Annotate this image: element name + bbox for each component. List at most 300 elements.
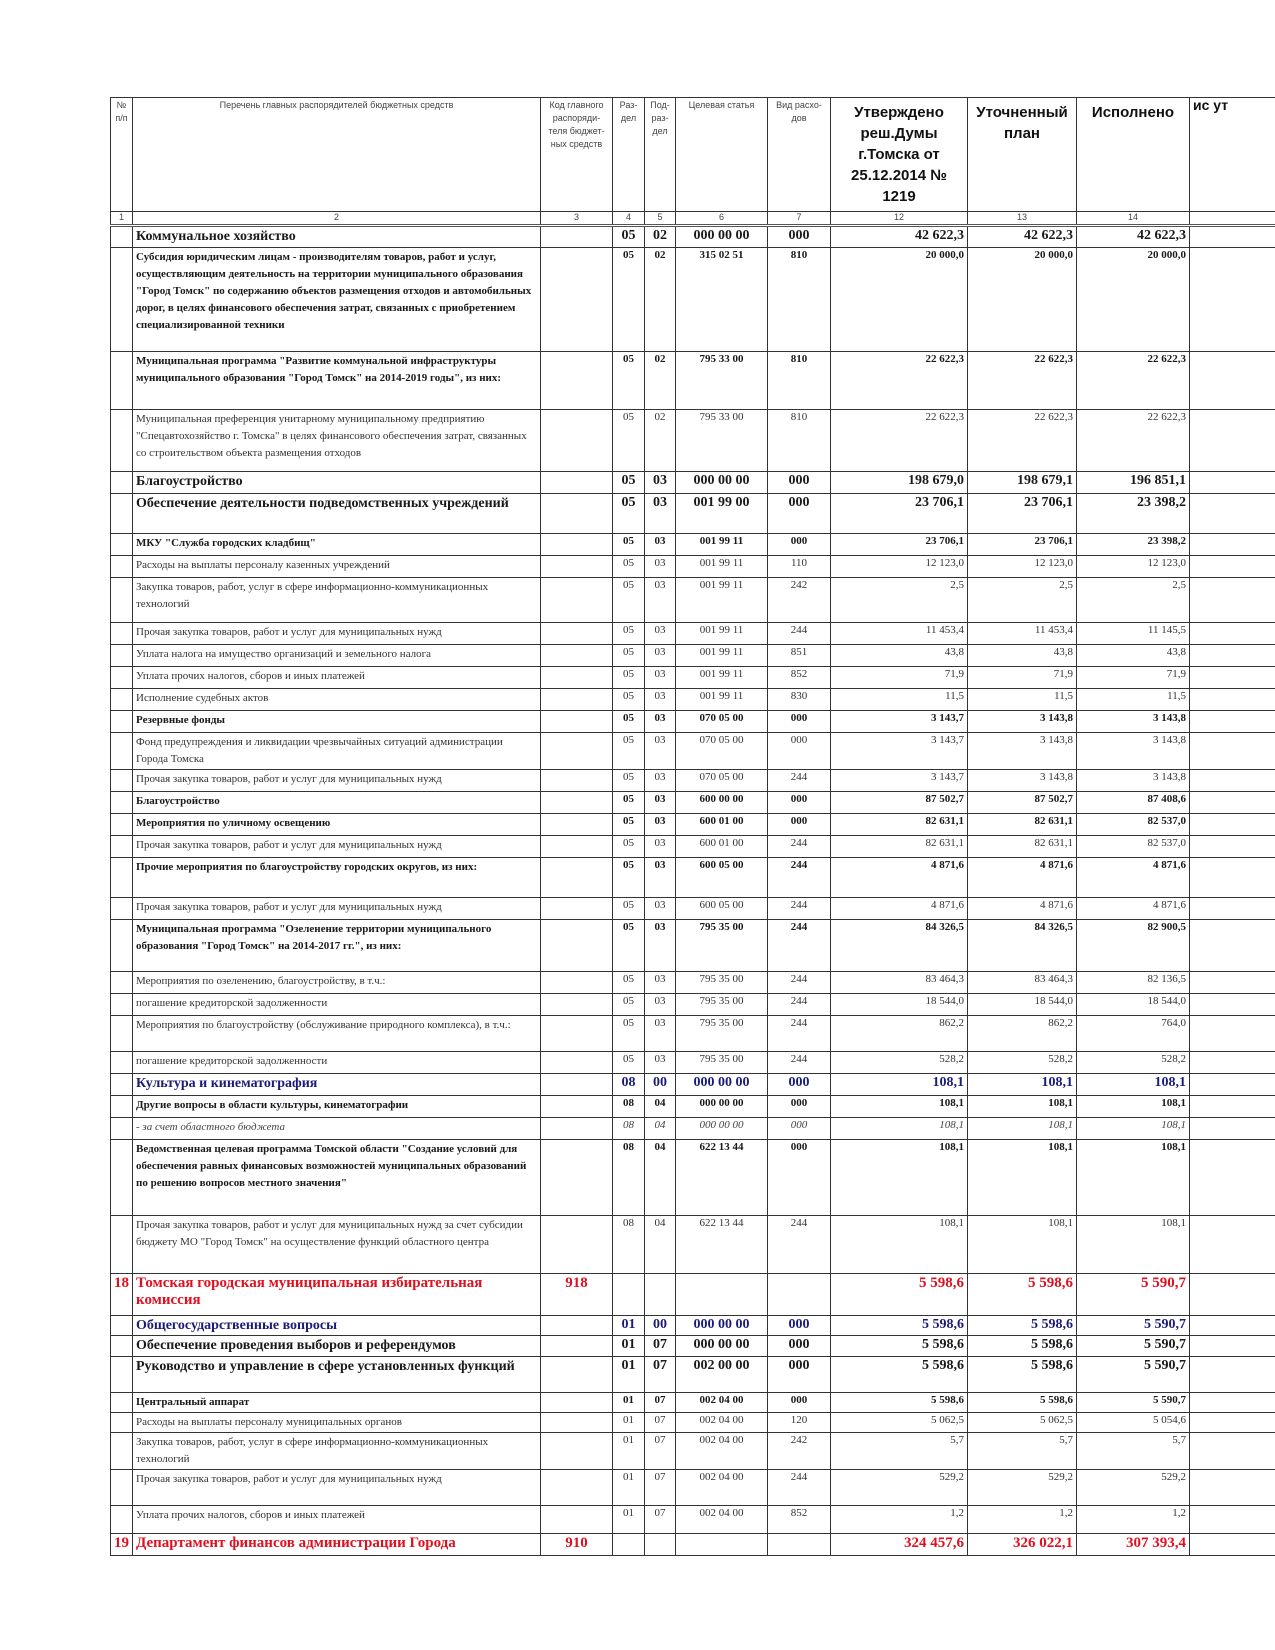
table-row	[111, 858, 1275, 898]
row-done: 5 590,7	[1077, 1274, 1190, 1316]
table-row	[111, 1506, 1275, 1534]
table-row	[111, 494, 1275, 534]
row-vid: 000	[768, 711, 831, 733]
row-name: Прочая закупка товаров, работ и услуг для муниципальных нужд	[133, 898, 541, 920]
row-code	[541, 1433, 613, 1470]
row-target: 001 99 11	[676, 623, 768, 645]
row-done: 5 054,6	[1077, 1413, 1190, 1433]
row-podrazdel: 02	[645, 226, 676, 248]
row-razdel: 05	[613, 556, 645, 578]
row-razdel: 05	[613, 836, 645, 858]
row-approved: 11 453,4	[831, 623, 968, 645]
row-podrazdel: 02	[645, 248, 676, 352]
row-vid: 244	[768, 1216, 831, 1274]
row-number	[111, 920, 133, 972]
row-vid: 000	[768, 792, 831, 814]
row-plan: 108,1	[968, 1096, 1077, 1118]
row-name: погашение кредиторской задолженности	[133, 994, 541, 1016]
row-name: Обеспечение деятельности подведомственных учреждений	[133, 494, 541, 534]
row-razdel: 01	[613, 1413, 645, 1433]
row-done: 108,1	[1077, 1216, 1190, 1274]
row-plan: 22 622,3	[968, 410, 1077, 472]
row-name: Прочая закупка товаров, работ и услуг для муниципальных нужд	[133, 836, 541, 858]
row-code	[541, 689, 613, 711]
row-podrazdel: 04	[645, 1140, 676, 1216]
row-done: 11 145,5	[1077, 623, 1190, 645]
row-plan: 5 598,6	[968, 1336, 1077, 1357]
row-vid: 000	[768, 1118, 831, 1140]
row-target: 000 00 00	[676, 472, 768, 494]
row-name: Центральный аппарат	[133, 1393, 541, 1413]
row-code	[541, 972, 613, 994]
row-vid: 000	[768, 1393, 831, 1413]
row-extra	[1190, 534, 1275, 556]
row-podrazdel: 03	[645, 920, 676, 972]
row-plan: 198 679,1	[968, 472, 1077, 494]
row-extra	[1190, 836, 1275, 858]
row-extra	[1190, 1096, 1275, 1118]
header-cut: ис ут	[1190, 98, 1275, 212]
table-row	[111, 556, 1275, 578]
table-row	[111, 1470, 1275, 1506]
row-approved: 198 679,0	[831, 472, 968, 494]
row-plan: 12 123,0	[968, 556, 1077, 578]
row-target: 795 35 00	[676, 1052, 768, 1074]
row-name: Расходы на выплаты персоналу муниципальных органов	[133, 1413, 541, 1433]
row-target: 795 35 00	[676, 1016, 768, 1052]
row-code	[541, 858, 613, 898]
row-number	[111, 1216, 133, 1274]
row-razdel: 01	[613, 1357, 645, 1393]
table-row	[111, 1393, 1275, 1413]
row-code: 918	[541, 1274, 613, 1316]
row-plan: 5 598,6	[968, 1316, 1077, 1336]
row-code	[541, 1357, 613, 1393]
row-number	[111, 1336, 133, 1357]
table-row	[111, 814, 1275, 836]
row-target: 622 13 44	[676, 1140, 768, 1216]
row-name: Прочая закупка товаров, работ и услуг для муниципальных нужд	[133, 770, 541, 792]
row-approved: 5 598,6	[831, 1393, 968, 1413]
table-row	[111, 770, 1275, 792]
row-code	[541, 836, 613, 858]
row-target: 002 00 00	[676, 1357, 768, 1393]
row-done: 1,2	[1077, 1506, 1190, 1534]
row-podrazdel: 02	[645, 410, 676, 472]
row-approved: 18 544,0	[831, 994, 968, 1016]
row-razdel: 05	[613, 858, 645, 898]
row-code	[541, 226, 613, 248]
row-target: 600 05 00	[676, 858, 768, 898]
row-code	[541, 1118, 613, 1140]
row-razdel	[613, 1274, 645, 1316]
header-approved: Утверждено реш.Думы г.Томска от 25.12.2014 № 1219	[831, 98, 968, 212]
row-code	[541, 1413, 613, 1433]
colnum: 6	[676, 212, 768, 226]
row-name: Общегосударственные вопросы	[133, 1316, 541, 1336]
row-vid: 244	[768, 770, 831, 792]
row-target: 001 99 11	[676, 689, 768, 711]
row-razdel: 05	[613, 226, 645, 248]
row-plan: 108,1	[968, 1216, 1077, 1274]
row-code	[541, 733, 613, 770]
table-row	[111, 1140, 1275, 1216]
row-target: 002 04 00	[676, 1506, 768, 1534]
row-done: 12 123,0	[1077, 556, 1190, 578]
row-extra	[1190, 1336, 1275, 1357]
row-number	[111, 814, 133, 836]
row-podrazdel: 03	[645, 645, 676, 667]
row-number	[111, 689, 133, 711]
row-target	[676, 1274, 768, 1316]
colnum: 2	[133, 212, 541, 226]
row-vid: 120	[768, 1413, 831, 1433]
row-code	[541, 1470, 613, 1506]
row-podrazdel: 03	[645, 792, 676, 814]
table-row	[111, 1118, 1275, 1140]
row-vid: 110	[768, 556, 831, 578]
row-code	[541, 410, 613, 472]
row-plan: 11,5	[968, 689, 1077, 711]
row-approved: 3 143,7	[831, 733, 968, 770]
row-number	[111, 494, 133, 534]
colnum: 4	[613, 212, 645, 226]
row-vid: 000	[768, 534, 831, 556]
row-code	[541, 792, 613, 814]
row-vid: 000	[768, 472, 831, 494]
row-razdel: 05	[613, 920, 645, 972]
row-razdel: 01	[613, 1433, 645, 1470]
header-no: № п/п	[111, 98, 133, 212]
row-number	[111, 1074, 133, 1096]
row-done: 108,1	[1077, 1118, 1190, 1140]
row-extra	[1190, 1052, 1275, 1074]
row-vid: 244	[768, 1016, 831, 1052]
row-done: 5 590,7	[1077, 1357, 1190, 1393]
row-podrazdel: 02	[645, 352, 676, 410]
colnum: 3	[541, 212, 613, 226]
row-approved: 4 871,6	[831, 858, 968, 898]
table-row	[111, 689, 1275, 711]
row-name: Закупка товаров, работ, услуг в сфере информационно-коммуникационных технологий	[133, 1433, 541, 1470]
row-approved: 1,2	[831, 1506, 968, 1534]
row-vid: 000	[768, 1096, 831, 1118]
row-target: 622 13 44	[676, 1216, 768, 1274]
row-extra	[1190, 1470, 1275, 1506]
row-target: 000 00 00	[676, 1316, 768, 1336]
row-extra	[1190, 1274, 1275, 1316]
row-name: Другие вопросы в области культуры, кинематографии	[133, 1096, 541, 1118]
row-target: 001 99 11	[676, 645, 768, 667]
row-number	[111, 994, 133, 1016]
table-row	[111, 248, 1275, 352]
row-podrazdel: 04	[645, 1118, 676, 1140]
row-number	[111, 733, 133, 770]
row-name: Обеспечение проведения выборов и референдумов	[133, 1336, 541, 1357]
table-row	[111, 623, 1275, 645]
row-approved: 23 706,1	[831, 534, 968, 556]
row-extra	[1190, 920, 1275, 972]
colnum: 1	[111, 212, 133, 226]
row-plan: 1,2	[968, 1506, 1077, 1534]
table-row	[111, 836, 1275, 858]
table-row	[111, 898, 1275, 920]
row-approved: 22 622,3	[831, 410, 968, 472]
row-plan: 11 453,4	[968, 623, 1077, 645]
row-number	[111, 898, 133, 920]
row-target: 000 00 00	[676, 1118, 768, 1140]
row-done: 82 537,0	[1077, 836, 1190, 858]
row-podrazdel: 03	[645, 556, 676, 578]
row-approved: 324 457,6	[831, 1534, 968, 1556]
row-name: Прочая закупка товаров, работ и услуг для муниципальных нужд за счет субсидии бюджету МО "Город Томск" на осуществление функций областного центра	[133, 1216, 541, 1274]
row-code	[541, 1216, 613, 1274]
row-plan: 3 143,8	[968, 711, 1077, 733]
row-code	[541, 814, 613, 836]
row-approved: 71,9	[831, 667, 968, 689]
row-plan: 5 598,6	[968, 1393, 1077, 1413]
row-podrazdel: 03	[645, 898, 676, 920]
row-vid: 242	[768, 578, 831, 623]
row-name: Департамент финансов администрации Города	[133, 1534, 541, 1556]
row-razdel: 05	[613, 494, 645, 534]
row-target: 001 99 11	[676, 578, 768, 623]
row-extra	[1190, 1316, 1275, 1336]
header-done: Исполнено	[1077, 98, 1190, 212]
row-razdel: 08	[613, 1074, 645, 1096]
row-razdel: 05	[613, 472, 645, 494]
row-plan: 108,1	[968, 1118, 1077, 1140]
row-code	[541, 770, 613, 792]
row-extra	[1190, 898, 1275, 920]
row-podrazdel: 07	[645, 1433, 676, 1470]
row-razdel: 05	[613, 578, 645, 623]
row-done: 22 622,3	[1077, 410, 1190, 472]
row-extra	[1190, 226, 1275, 248]
row-plan: 5 598,6	[968, 1357, 1077, 1393]
row-podrazdel: 07	[645, 1413, 676, 1433]
row-plan: 2,5	[968, 578, 1077, 623]
row-name: Благоустройство	[133, 472, 541, 494]
table-row	[111, 1216, 1275, 1274]
row-razdel: 05	[613, 410, 645, 472]
row-name: Прочая закупка товаров, работ и услуг для муниципальных нужд	[133, 623, 541, 645]
row-vid: 000	[768, 1140, 831, 1216]
row-podrazdel: 07	[645, 1357, 676, 1393]
row-target: 002 04 00	[676, 1433, 768, 1470]
row-approved: 2,5	[831, 578, 968, 623]
row-plan: 87 502,7	[968, 792, 1077, 814]
colnum: 14	[1077, 212, 1190, 226]
table-row	[111, 733, 1275, 770]
row-extra	[1190, 792, 1275, 814]
row-approved: 42 622,3	[831, 226, 968, 248]
row-extra	[1190, 689, 1275, 711]
row-number	[111, 1413, 133, 1433]
row-extra	[1190, 494, 1275, 534]
table-row	[111, 972, 1275, 994]
row-vid: 000	[768, 1074, 831, 1096]
row-razdel: 05	[613, 352, 645, 410]
row-vid: 242	[768, 1433, 831, 1470]
row-number	[111, 226, 133, 248]
row-plan: 4 871,6	[968, 898, 1077, 920]
row-podrazdel: 07	[645, 1470, 676, 1506]
row-vid: 000	[768, 226, 831, 248]
table-row	[111, 1534, 1275, 1556]
row-plan: 326 022,1	[968, 1534, 1077, 1556]
colnum: 5	[645, 212, 676, 226]
row-number	[111, 578, 133, 623]
header-podrazdel: Под-раз-дел	[645, 98, 676, 212]
row-code	[541, 623, 613, 645]
row-code	[541, 667, 613, 689]
row-podrazdel: 03	[645, 1052, 676, 1074]
row-podrazdel: 03	[645, 534, 676, 556]
row-code	[541, 472, 613, 494]
row-done: 3 143,8	[1077, 733, 1190, 770]
row-extra	[1190, 1433, 1275, 1470]
row-approved: 528,2	[831, 1052, 968, 1074]
row-extra	[1190, 410, 1275, 472]
header-code: Код главного распоряди-теля бюджет-ных средств	[541, 98, 613, 212]
row-number	[111, 645, 133, 667]
row-done: 18 544,0	[1077, 994, 1190, 1016]
row-extra	[1190, 578, 1275, 623]
row-approved: 4 871,6	[831, 898, 968, 920]
row-target: 001 99 11	[676, 667, 768, 689]
row-name: Культура и кинематография	[133, 1074, 541, 1096]
row-plan: 5 062,5	[968, 1413, 1077, 1433]
row-name: Благоустройство	[133, 792, 541, 814]
row-razdel: 01	[613, 1393, 645, 1413]
row-podrazdel: 07	[645, 1393, 676, 1413]
row-extra	[1190, 733, 1275, 770]
row-extra	[1190, 1413, 1275, 1433]
budget-table	[110, 97, 1275, 1556]
row-approved: 108,1	[831, 1118, 968, 1140]
row-extra	[1190, 1074, 1275, 1096]
row-razdel: 05	[613, 814, 645, 836]
row-plan: 84 326,5	[968, 920, 1077, 972]
header-target: Целевая статья	[676, 98, 768, 212]
row-number	[111, 1470, 133, 1506]
row-extra	[1190, 248, 1275, 352]
row-razdel: 05	[613, 689, 645, 711]
row-plan: 3 143,8	[968, 770, 1077, 792]
row-code	[541, 1316, 613, 1336]
row-extra	[1190, 623, 1275, 645]
row-number	[111, 410, 133, 472]
table-row	[111, 1274, 1275, 1316]
row-target: 002 04 00	[676, 1470, 768, 1506]
row-podrazdel: 00	[645, 1074, 676, 1096]
table-row	[111, 1357, 1275, 1393]
row-name: Мероприятия по уличному освещению	[133, 814, 541, 836]
row-approved: 108,1	[831, 1096, 968, 1118]
row-podrazdel: 07	[645, 1506, 676, 1534]
row-approved: 862,2	[831, 1016, 968, 1052]
row-podrazdel: 03	[645, 623, 676, 645]
row-approved: 5 598,6	[831, 1316, 968, 1336]
row-vid: 000	[768, 733, 831, 770]
row-code	[541, 711, 613, 733]
table-row	[111, 410, 1275, 472]
row-done: 82 900,5	[1077, 920, 1190, 972]
row-target: 315 02 51	[676, 248, 768, 352]
row-target: 002 04 00	[676, 1393, 768, 1413]
row-podrazdel: 03	[645, 836, 676, 858]
row-podrazdel: 03	[645, 858, 676, 898]
row-extra	[1190, 667, 1275, 689]
row-done: 5,7	[1077, 1433, 1190, 1470]
row-target: 795 35 00	[676, 920, 768, 972]
row-done: 4 871,6	[1077, 858, 1190, 898]
row-code	[541, 898, 613, 920]
row-razdel: 05	[613, 792, 645, 814]
row-approved: 108,1	[831, 1140, 968, 1216]
row-number	[111, 556, 133, 578]
row-code	[541, 1016, 613, 1052]
row-extra	[1190, 1393, 1275, 1413]
table-row	[111, 1096, 1275, 1118]
row-done: 2,5	[1077, 578, 1190, 623]
row-name: Исполнение судебных актов	[133, 689, 541, 711]
row-code	[541, 556, 613, 578]
row-podrazdel: 07	[645, 1336, 676, 1357]
row-vid: 244	[768, 972, 831, 994]
row-name: Субсидия юридическим лицам - производителям товаров, работ и услуг, осуществляющим деятельность на территории муниципального образования "Город Томск" по содержанию объектов размещения отходов и автомобильных дорог, в целях финансового обеспечения затрат, связанных с приобретением специализированной техники	[133, 248, 541, 352]
row-approved: 82 631,1	[831, 836, 968, 858]
row-plan: 862,2	[968, 1016, 1077, 1052]
row-razdel: 05	[613, 994, 645, 1016]
row-plan: 82 631,1	[968, 836, 1077, 858]
row-target: 795 33 00	[676, 352, 768, 410]
row-done: 82 136,5	[1077, 972, 1190, 994]
row-razdel: 01	[613, 1506, 645, 1534]
row-target: 795 35 00	[676, 994, 768, 1016]
row-vid: 851	[768, 645, 831, 667]
row-approved: 5 062,5	[831, 1413, 968, 1433]
row-code	[541, 920, 613, 972]
row-razdel: 05	[613, 1052, 645, 1074]
row-vid: 244	[768, 920, 831, 972]
row-target: 600 05 00	[676, 898, 768, 920]
row-vid: 244	[768, 623, 831, 645]
row-razdel: 05	[613, 248, 645, 352]
row-code	[541, 1506, 613, 1534]
row-razdel: 08	[613, 1096, 645, 1118]
row-razdel: 01	[613, 1336, 645, 1357]
row-podrazdel: 03	[645, 972, 676, 994]
row-number	[111, 836, 133, 858]
row-approved: 83 464,3	[831, 972, 968, 994]
row-done: 108,1	[1077, 1096, 1190, 1118]
row-vid: 244	[768, 1052, 831, 1074]
row-approved: 5 598,6	[831, 1336, 968, 1357]
row-vid: 810	[768, 352, 831, 410]
row-extra	[1190, 1534, 1275, 1556]
row-number	[111, 792, 133, 814]
row-target: 070 05 00	[676, 733, 768, 770]
row-code	[541, 1074, 613, 1096]
row-number: 18	[111, 1274, 133, 1316]
table-body	[111, 226, 1275, 1556]
row-done: 22 622,3	[1077, 352, 1190, 410]
row-target: 000 00 00	[676, 1096, 768, 1118]
row-approved: 5,7	[831, 1433, 968, 1470]
row-plan: 5 598,6	[968, 1274, 1077, 1316]
